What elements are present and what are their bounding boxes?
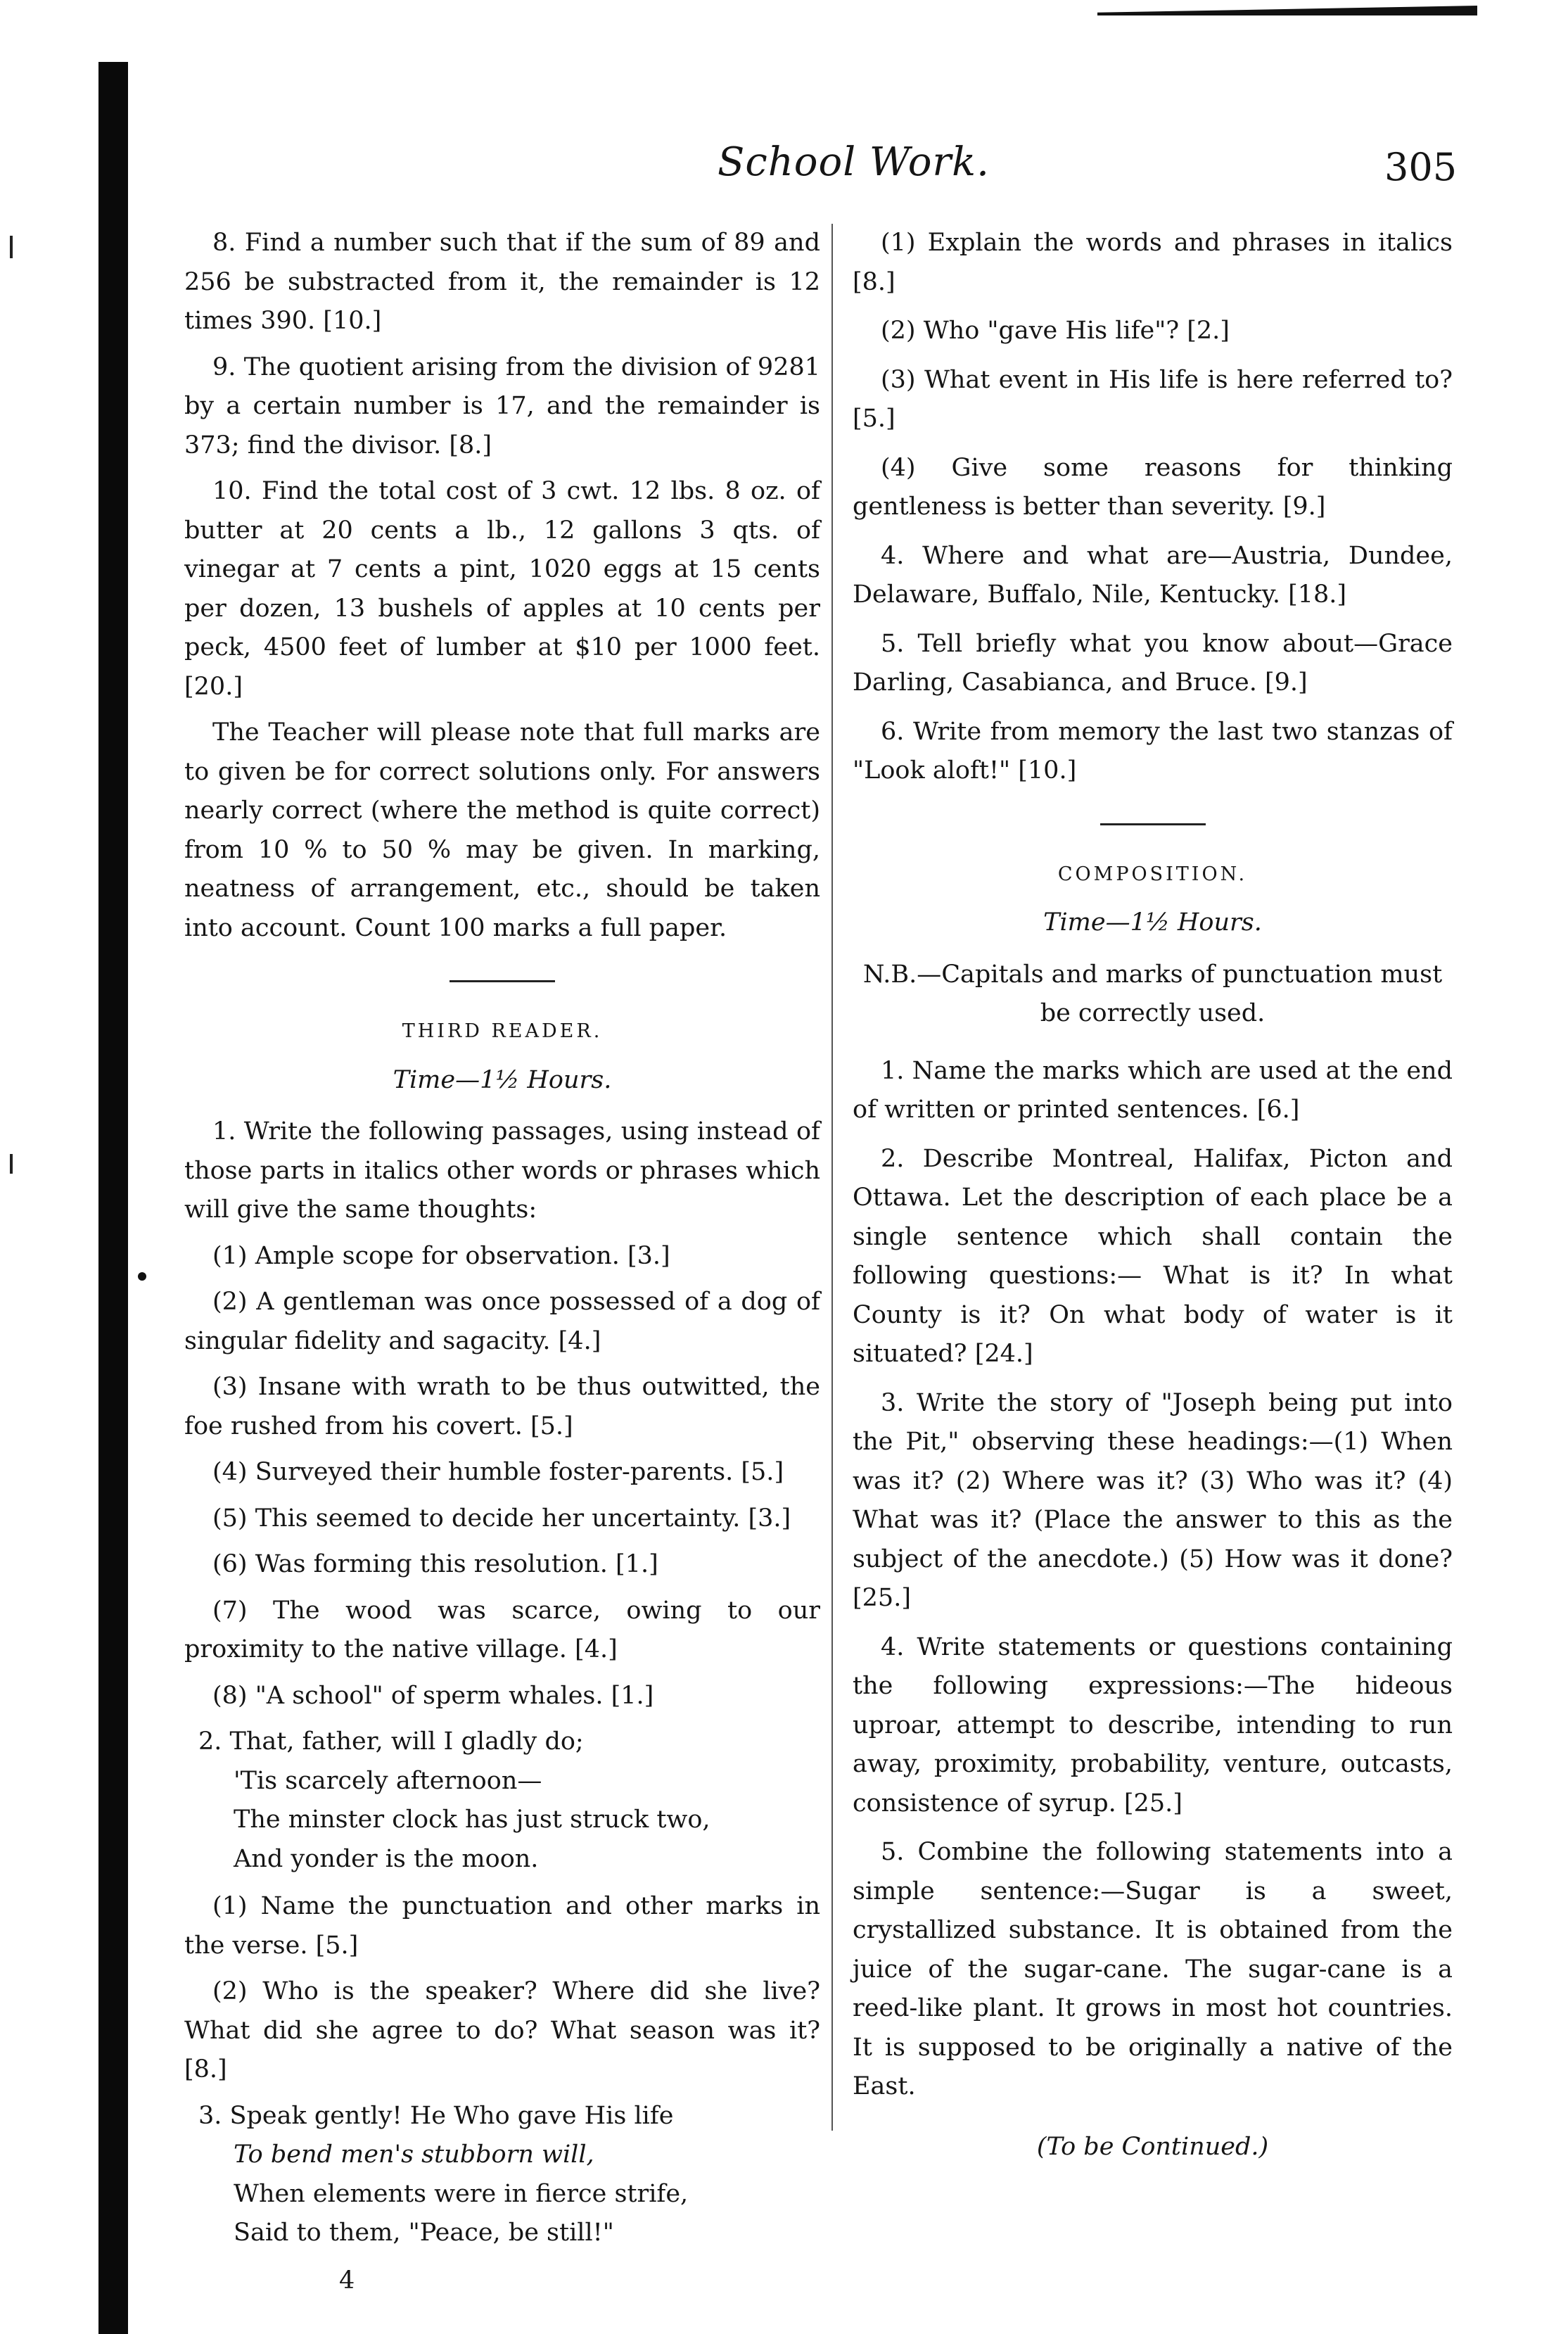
verse-line: 3. Speak gently! He Who gave His life xyxy=(198,2101,674,2130)
composition-question: 4. Write statements or questions containing the following expressions:—The hideous uproar, attempt to describe, intending to run away, proximity, probability, venture, outcasts, consistence of syrup. [25.] xyxy=(853,1632,1453,1818)
right-column xyxy=(853,224,1453,2167)
question-5: 5. Tell briefly what you know about—Grace Darling, Casabianca, and Bruce. [9.] xyxy=(853,629,1453,697)
running-title: School Work. xyxy=(718,139,990,185)
verse-line: And yonder is the moon. xyxy=(234,1844,539,1873)
left-column xyxy=(184,224,820,2300)
column-divider xyxy=(831,224,833,2131)
continued-note: (To be Continued.) xyxy=(1036,2132,1269,2161)
question-8: 8. Find a number such that if the sum of 89 and 256 be substracted from it, the remainder is 12 times 390. [10.] xyxy=(184,229,820,335)
verse-line: To bend men's stubborn will, xyxy=(234,2140,594,2169)
teacher-note: The Teacher will please note that full marks are to given be for correct solutions only. For answers nearly correct (where the method is quite correct) from 10 % to 50 % may be given. In marking, neatness of arrangement, etc., should be taken into account. Count 100 marks a full paper. xyxy=(184,718,820,942)
verse-line: When elements were in fierce strife, xyxy=(234,2179,689,2208)
verse-question: (4) Give some reasons for thinking gentleness is better than severity. [9.] xyxy=(853,453,1453,521)
time-allowed: Time—1½ Hours. xyxy=(393,1065,612,1094)
question-6: 6. Write from memory the last two stanzas of "Look aloft!" [10.] xyxy=(853,717,1453,785)
composition-question: 5. Combine the following statements into a simple sentence:—Sugar is a sweet, crystallized substance. It is obtained from the juice of the sugar-cane. The sugar-cane is a reed-like plant. It grows in most hot countries. It is supposed to be originally a native of the East. xyxy=(853,1838,1453,2100)
time-allowed: Time—1½ Hours. xyxy=(1043,908,1262,937)
verse-question: (3) What event in His life is here referred to? [5.] xyxy=(853,365,1453,433)
section-heading-composition: COMPOSITION. xyxy=(1057,863,1248,885)
composition-question: 1. Name the marks which are used at the end of written or printed sentences. [6.] xyxy=(853,1056,1453,1124)
verse-question: (1) Explain the words and phrases in italics [8.] xyxy=(853,229,1453,296)
verse-question: (2) Who "gave His life"? [2.] xyxy=(881,317,1230,345)
verse-block xyxy=(184,2097,820,2253)
scan-mark xyxy=(10,236,13,258)
passage-item: (8) "A school" of sperm whales. [1.] xyxy=(212,1681,654,1710)
scan-edge-top xyxy=(1097,6,1477,15)
question-10: 10. Find the total cost of 3 cwt. 12 lbs. 8 oz. of butter at 20 cents a lb., 12 gallons 3 qts. of vinegar at 7 cents a pint, 1020 eggs at 15 cents per dozen, 13 bushels of apples at 10 cents per peck, 4500 feet of lumber at $10 per 1000 feet. [20.] xyxy=(184,477,820,701)
composition-question: 2. Describe Montreal, Halifax, Picton and Ottawa. Let the description of each place be a single sentence which shall contain the following questions:— What is it? In what County is it? On what body of water is it situated? [24.] xyxy=(853,1144,1453,1368)
question-9: 9. The quotient arising from the division of 9281 by a certain number is 17, and the remainder is 373; find the divisor. [8.] xyxy=(184,353,820,459)
passage-item: (7) The wood was scarce, owing to our proximity to the native village. [4.] xyxy=(184,1596,820,1663)
page-number: 305 xyxy=(1384,145,1458,189)
passage-item: (5) This seemed to decide her uncertainty. [3.] xyxy=(212,1504,791,1533)
passage-item: (6) Was forming this resolution. [1.] xyxy=(212,1550,658,1578)
verse-line: 2. That, father, will I gladly do; xyxy=(198,1727,584,1756)
verse-line: 'Tis scarcely afternoon— xyxy=(234,1766,542,1795)
verse-block xyxy=(184,1723,820,1879)
passage-item: (2) A gentleman was once possessed of a dog of singular fidelity and sagacity. [4.] xyxy=(184,1288,820,1355)
scan-edge-left xyxy=(98,62,128,2334)
section-rule xyxy=(450,980,555,982)
passage-item: (1) Ample scope for observation. [3.] xyxy=(212,1241,670,1270)
passage-item: (4) Surveyed their humble foster-parents. [5.] xyxy=(212,1458,784,1486)
nota-bene: N.B.—Capitals and marks of punctuation must be correctly used. xyxy=(862,960,1443,1027)
verse-question: (1) Name the punctuation and other marks in the verse. [5.] xyxy=(184,1892,820,1960)
signature-mark: 4 xyxy=(339,2266,355,2295)
section-rule xyxy=(1100,823,1206,825)
question-4: 4. Where and what are—Austria, Dundee, Delaware, Buffalo, Nile, Kentucky. [18.] xyxy=(853,541,1453,609)
scan-mark xyxy=(10,1154,13,1174)
question-1-intro: 1. Write the following passages, using instead of those parts in italics other words or phrases which will give the same thoughts: xyxy=(184,1117,820,1224)
verse-question: (2) Who is the speaker? Where did she live? What did she agree to do? What season was it? [8.] xyxy=(184,1977,820,2084)
verse-line: The minster clock has just struck two, xyxy=(234,1806,710,1834)
verse-line: Said to them, "Peace, be still!" xyxy=(234,2219,614,2247)
passage-item: (3) Insane with wrath to be thus outwitted, the foe rushed from his covert. [5.] xyxy=(184,1373,820,1440)
section-heading-third-reader: THIRD READER. xyxy=(402,1020,603,1042)
composition-question: 3. Write the story of "Joseph being put into the Pit," observing these headings:—(1) When was it? (2) Where was it? (3) Who was it? (4) What was it? (Place the answer to this as the subject of the anecdote.) (5) How was it done? [25.] xyxy=(853,1388,1453,1612)
ink-dot xyxy=(138,1272,146,1281)
